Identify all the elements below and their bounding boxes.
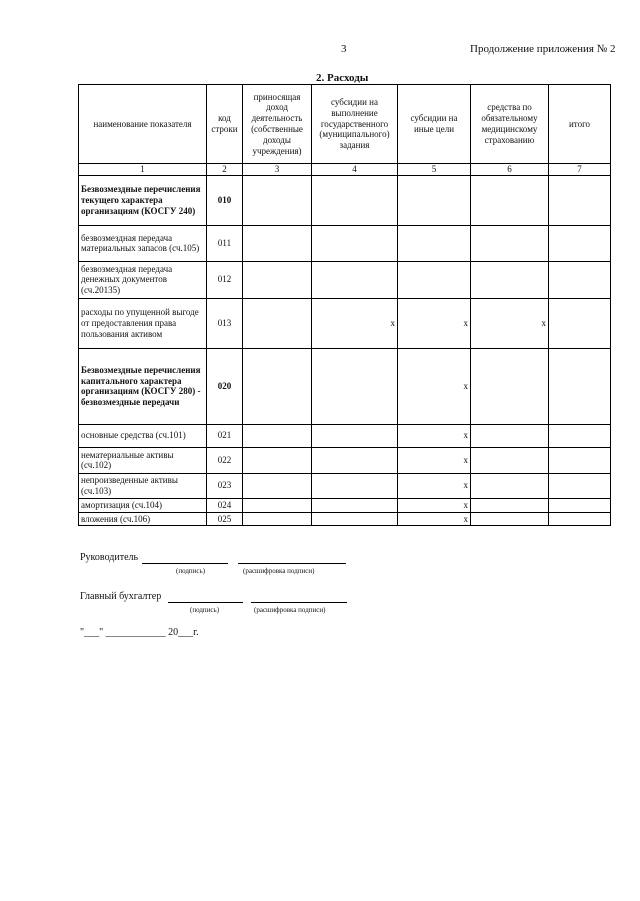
value-cell [398,225,471,261]
row-name: нематериальные активы (сч.102) [79,447,207,473]
row-code: 010 [207,175,243,225]
expenses-table [78,84,611,526]
row-name: Безвозмездные перечисления капитального характера организациям (КОСГУ 280) - безвозмездные передачи [79,348,207,424]
row-name: безвозмездная передача денежных документов (сч.20135) [79,261,207,298]
table-body [79,175,611,526]
accountant-decoding-hint: (расшифровка подписи) [254,606,326,614]
value-cell [312,225,398,261]
row-code: 021 [207,424,243,447]
value-cell [549,498,611,512]
value-cell [243,447,312,473]
value-cell: x [398,298,471,348]
column-header: итого [549,85,611,164]
column-number-row [79,164,611,176]
page-number: 3 [341,43,347,55]
value-cell [398,261,471,298]
table-row [79,348,611,424]
value-cell: x [398,498,471,512]
row-name: расходы по упущенной выгоде от предоставления права пользования активом [79,298,207,348]
table-row [79,447,611,473]
value-cell [549,473,611,498]
row-code: 012 [207,261,243,298]
column-number: 5 [398,164,471,176]
value-cell [549,512,611,526]
value-cell [243,498,312,512]
value-cell: x [398,424,471,447]
value-cell [398,175,471,225]
row-name: безвозмездная передача материальных запасов (сч.105) [79,225,207,261]
value-cell [471,225,549,261]
column-number: 4 [312,164,398,176]
value-cell [312,512,398,526]
value-cell [549,175,611,225]
row-code: 013 [207,298,243,348]
table-row [79,498,611,512]
column-header: субсидии на иные цели [398,85,471,164]
row-name: амортизация (сч.104) [79,498,207,512]
row-code: 020 [207,348,243,424]
value-cell: x [398,473,471,498]
accountant-signature-line [168,602,243,603]
head-decoding-hint: (расшифровка подписи) [243,567,315,575]
value-cell [312,261,398,298]
chief-accountant-label: Главный бухгалтер [80,591,162,602]
value-cell [471,512,549,526]
value-cell [243,348,312,424]
column-header: средства по обязательному медицинскому страхованию [471,85,549,164]
value-cell [471,447,549,473]
value-cell [549,447,611,473]
continuation-note: Продолжение приложения № 2 [470,43,616,55]
value-cell [549,225,611,261]
value-cell [471,261,549,298]
table-row [79,298,611,348]
column-number: 1 [79,164,207,176]
column-number: 2 [207,164,243,176]
column-header: код строки [207,85,243,164]
row-name: непроизведенные активы (сч.103) [79,473,207,498]
value-cell [549,298,611,348]
value-cell: x [398,512,471,526]
row-code: 024 [207,498,243,512]
column-header: приносящая доход деятельность (собственные доходы учреждения) [243,85,312,164]
accountant-decoding-line [251,602,347,603]
value-cell [471,348,549,424]
value-cell: x [398,348,471,424]
accountant-signature-hint: (подпись) [190,606,220,614]
value-cell [312,473,398,498]
value-cell [471,424,549,447]
row-name: Безвозмездные перечисления текущего характера организациям (КОСГУ 240) [79,175,207,225]
value-cell [549,261,611,298]
value-cell [243,424,312,447]
value-cell [312,175,398,225]
value-cell [243,473,312,498]
value-cell [471,498,549,512]
table-row [79,512,611,526]
table-row [79,175,611,225]
column-header: субсидии на выполнение государственного (муниципального) задания [312,85,398,164]
value-cell [312,424,398,447]
section-title: 2. Расходы [316,72,369,84]
row-code: 023 [207,473,243,498]
table-row [79,225,611,261]
column-header: наименование показателя [79,85,207,164]
column-number: 7 [549,164,611,176]
row-code: 022 [207,447,243,473]
value-cell: x [471,298,549,348]
value-cell: x [398,447,471,473]
table-row [79,424,611,447]
row-name: вложения (сч.106) [79,512,207,526]
value-cell [549,348,611,424]
value-cell [312,498,398,512]
column-number: 6 [471,164,549,176]
head-signature-line [142,563,228,564]
value-cell [243,225,312,261]
head-label: Руководитель [80,552,139,563]
head-decoding-line [238,563,346,564]
header-row [79,85,611,164]
value-cell: x [312,298,398,348]
row-name: основные средства (сч.101) [79,424,207,447]
value-cell [471,175,549,225]
table-row [79,473,611,498]
value-cell [243,298,312,348]
value-cell [243,512,312,526]
row-code: 025 [207,512,243,526]
value-cell [243,261,312,298]
row-code: 011 [207,225,243,261]
value-cell [243,175,312,225]
head-signature-hint: (подпись) [176,567,206,575]
value-cell [471,473,549,498]
value-cell [312,447,398,473]
value-cell [549,424,611,447]
value-cell [312,348,398,424]
date-line: "___" ____________ 20___г. [80,627,199,638]
table-row [79,261,611,298]
column-number: 3 [243,164,312,176]
